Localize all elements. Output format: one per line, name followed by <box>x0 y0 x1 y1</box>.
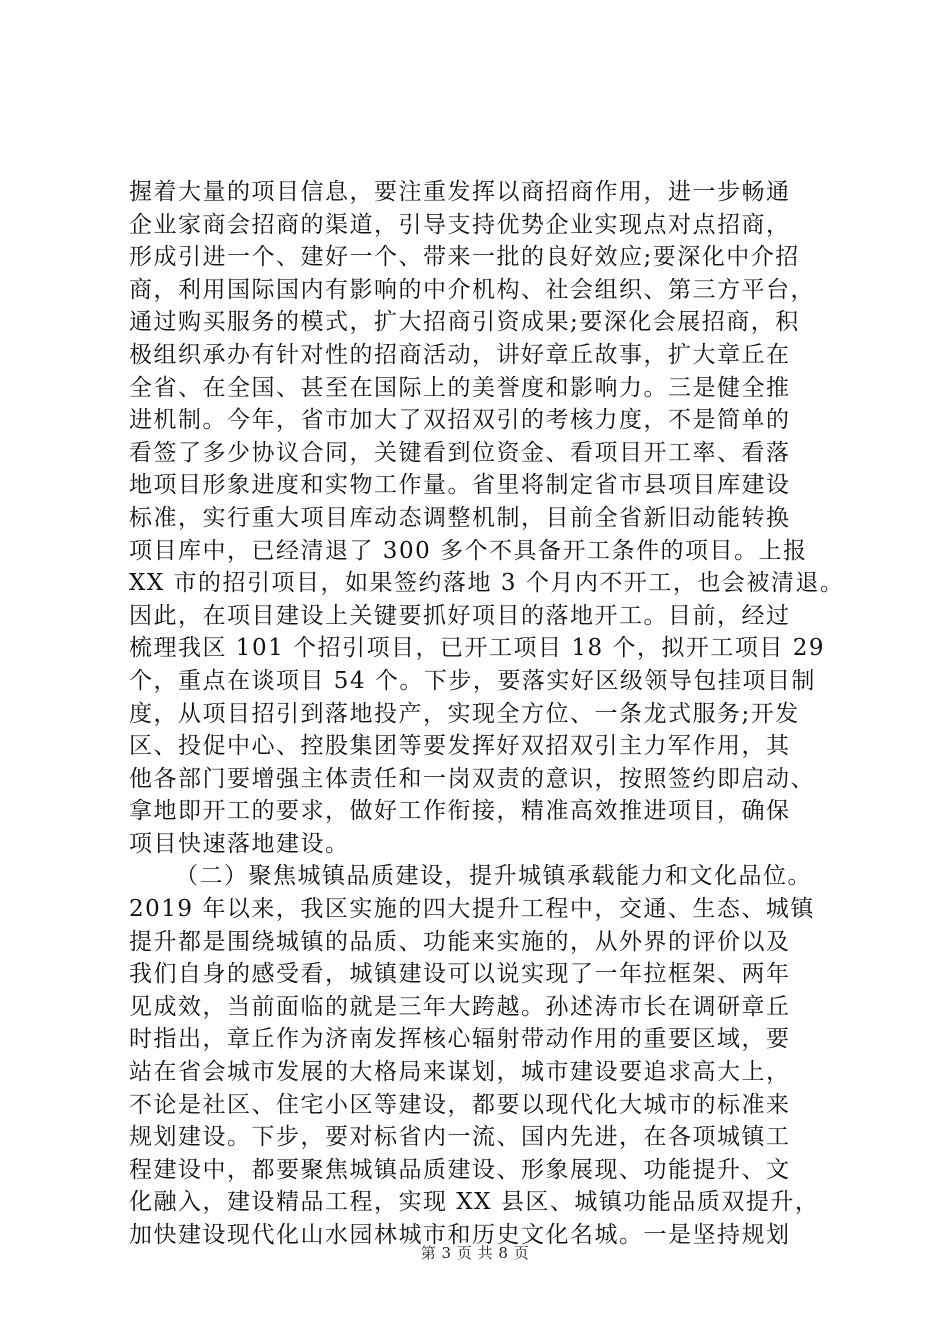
text-line: 商，利用国际国内有影响的中介机构、社会组织、第三方平台， <box>129 276 815 303</box>
text-line: 通过购买服务的模式，扩大招商引资成果;要深化会展招商，积 <box>129 309 800 336</box>
text-line: 站在省会城市发展的大格局来谋划，城市建设要追求高大上， <box>129 1059 791 1086</box>
text-line: 提升都是围绕城镇的品质、功能来实施的，从外界的评价以及 <box>129 928 791 955</box>
text-line: 全省、在全国、甚至在国际上的美誉度和影响力。三是健全推 <box>129 374 791 401</box>
text-line: 见成效，当前面临的就是三年大跨越。孙述涛市长在调研章丘 <box>129 993 791 1020</box>
text-line: 标准，实行重大项目库动态调整机制，目前全省新旧动能转换 <box>129 504 791 531</box>
document-body <box>129 176 845 1252</box>
page-footer <box>0 1242 950 1263</box>
text-line: 项目库中，已经清退了 300 多个不具备开工条件的项目。上报 <box>129 537 808 564</box>
page-number: 第 3 页 共 8 页 <box>420 1244 530 1262</box>
text-line: 度，从项目招引到落地投产，实现全方位、一条龙式服务;开发 <box>129 700 800 727</box>
section-heading-line: （二）聚焦城镇品质建设，提升城镇承载能力和文化品位。 <box>175 863 812 890</box>
text-line: 拿地即开工的要求，做好工作衔接，精准高效推进项目，确保 <box>129 798 791 825</box>
text-line: 加快建设现代化山水园林城市和历史文化名城。一是坚持规划 <box>129 1222 791 1248</box>
text-line: 规划建设。下步，要对标省内一流、国内先进，在各项城镇工 <box>129 1124 791 1151</box>
text-line: 项目快速落地建设。 <box>129 830 350 857</box>
text-line: 看签了多少协议合同，关键看到位资金、看项目开工率、看落 <box>129 439 791 466</box>
text-line: 握着大量的项目信息，要注重发挥以商招商作用，进一步畅通 <box>129 179 791 205</box>
text-line: 2019 年以来，我区实施的四大提升工程中，交通、生态、城镇 <box>129 896 815 923</box>
text-line: 化融入，建设精品工程，实现 XX 县区、城镇功能品质双提升， <box>129 1189 820 1216</box>
text-line: 梳理我区 101 个招引项目，已开工项目 18 个，拟开工项目 29 <box>129 635 825 662</box>
text-line: 区、投促中心、控股集团等要发挥好双招双引主力军作用，其 <box>129 733 791 760</box>
text-line: 因此，在项目建设上关键要抓好项目的落地开工。目前，经过 <box>129 602 791 629</box>
text-line: 进机制。今年，省市加大了双招双引的考核力度，不是简单的 <box>129 407 791 434</box>
text-line: 地项目形象进度和实物工作量。省里将制定省市县项目库建设 <box>129 472 791 499</box>
text-line: XX 市的招引项目，如果签约落地 3 个月内不开工，也会被清退。 <box>129 570 845 597</box>
text-line: 极组织承办有针对性的招商活动，讲好章丘故事，扩大章丘在 <box>129 341 791 368</box>
text-line: 时指出，章丘作为济南发挥核心辐射带动作用的重要区域，要 <box>129 1026 791 1053</box>
text-line: 不论是社区、住宅小区等建设，都要以现代化大城市的标准来 <box>129 1091 791 1118</box>
text-line: 他各部门要增强主体责任和一岗双责的意识，按照签约即启动、 <box>129 765 815 792</box>
text-line: 程建设中，都要聚焦城镇品质建设、形象展现、功能提升、文 <box>129 1156 791 1183</box>
text-line: 我们自身的感受看，城镇建设可以说实现了一年拉框架、两年 <box>129 961 791 988</box>
text-line: 企业家商会招商的渠道，引导支持优势企业实现点对点招商， <box>129 211 791 238</box>
text-line: 个，重点在谈项目 54 个。下步，要落实好区级领导包挂项目制 <box>129 667 816 694</box>
text-line: 形成引进一个、建好一个、带来一批的良好效应;要深化中介招 <box>129 244 800 271</box>
